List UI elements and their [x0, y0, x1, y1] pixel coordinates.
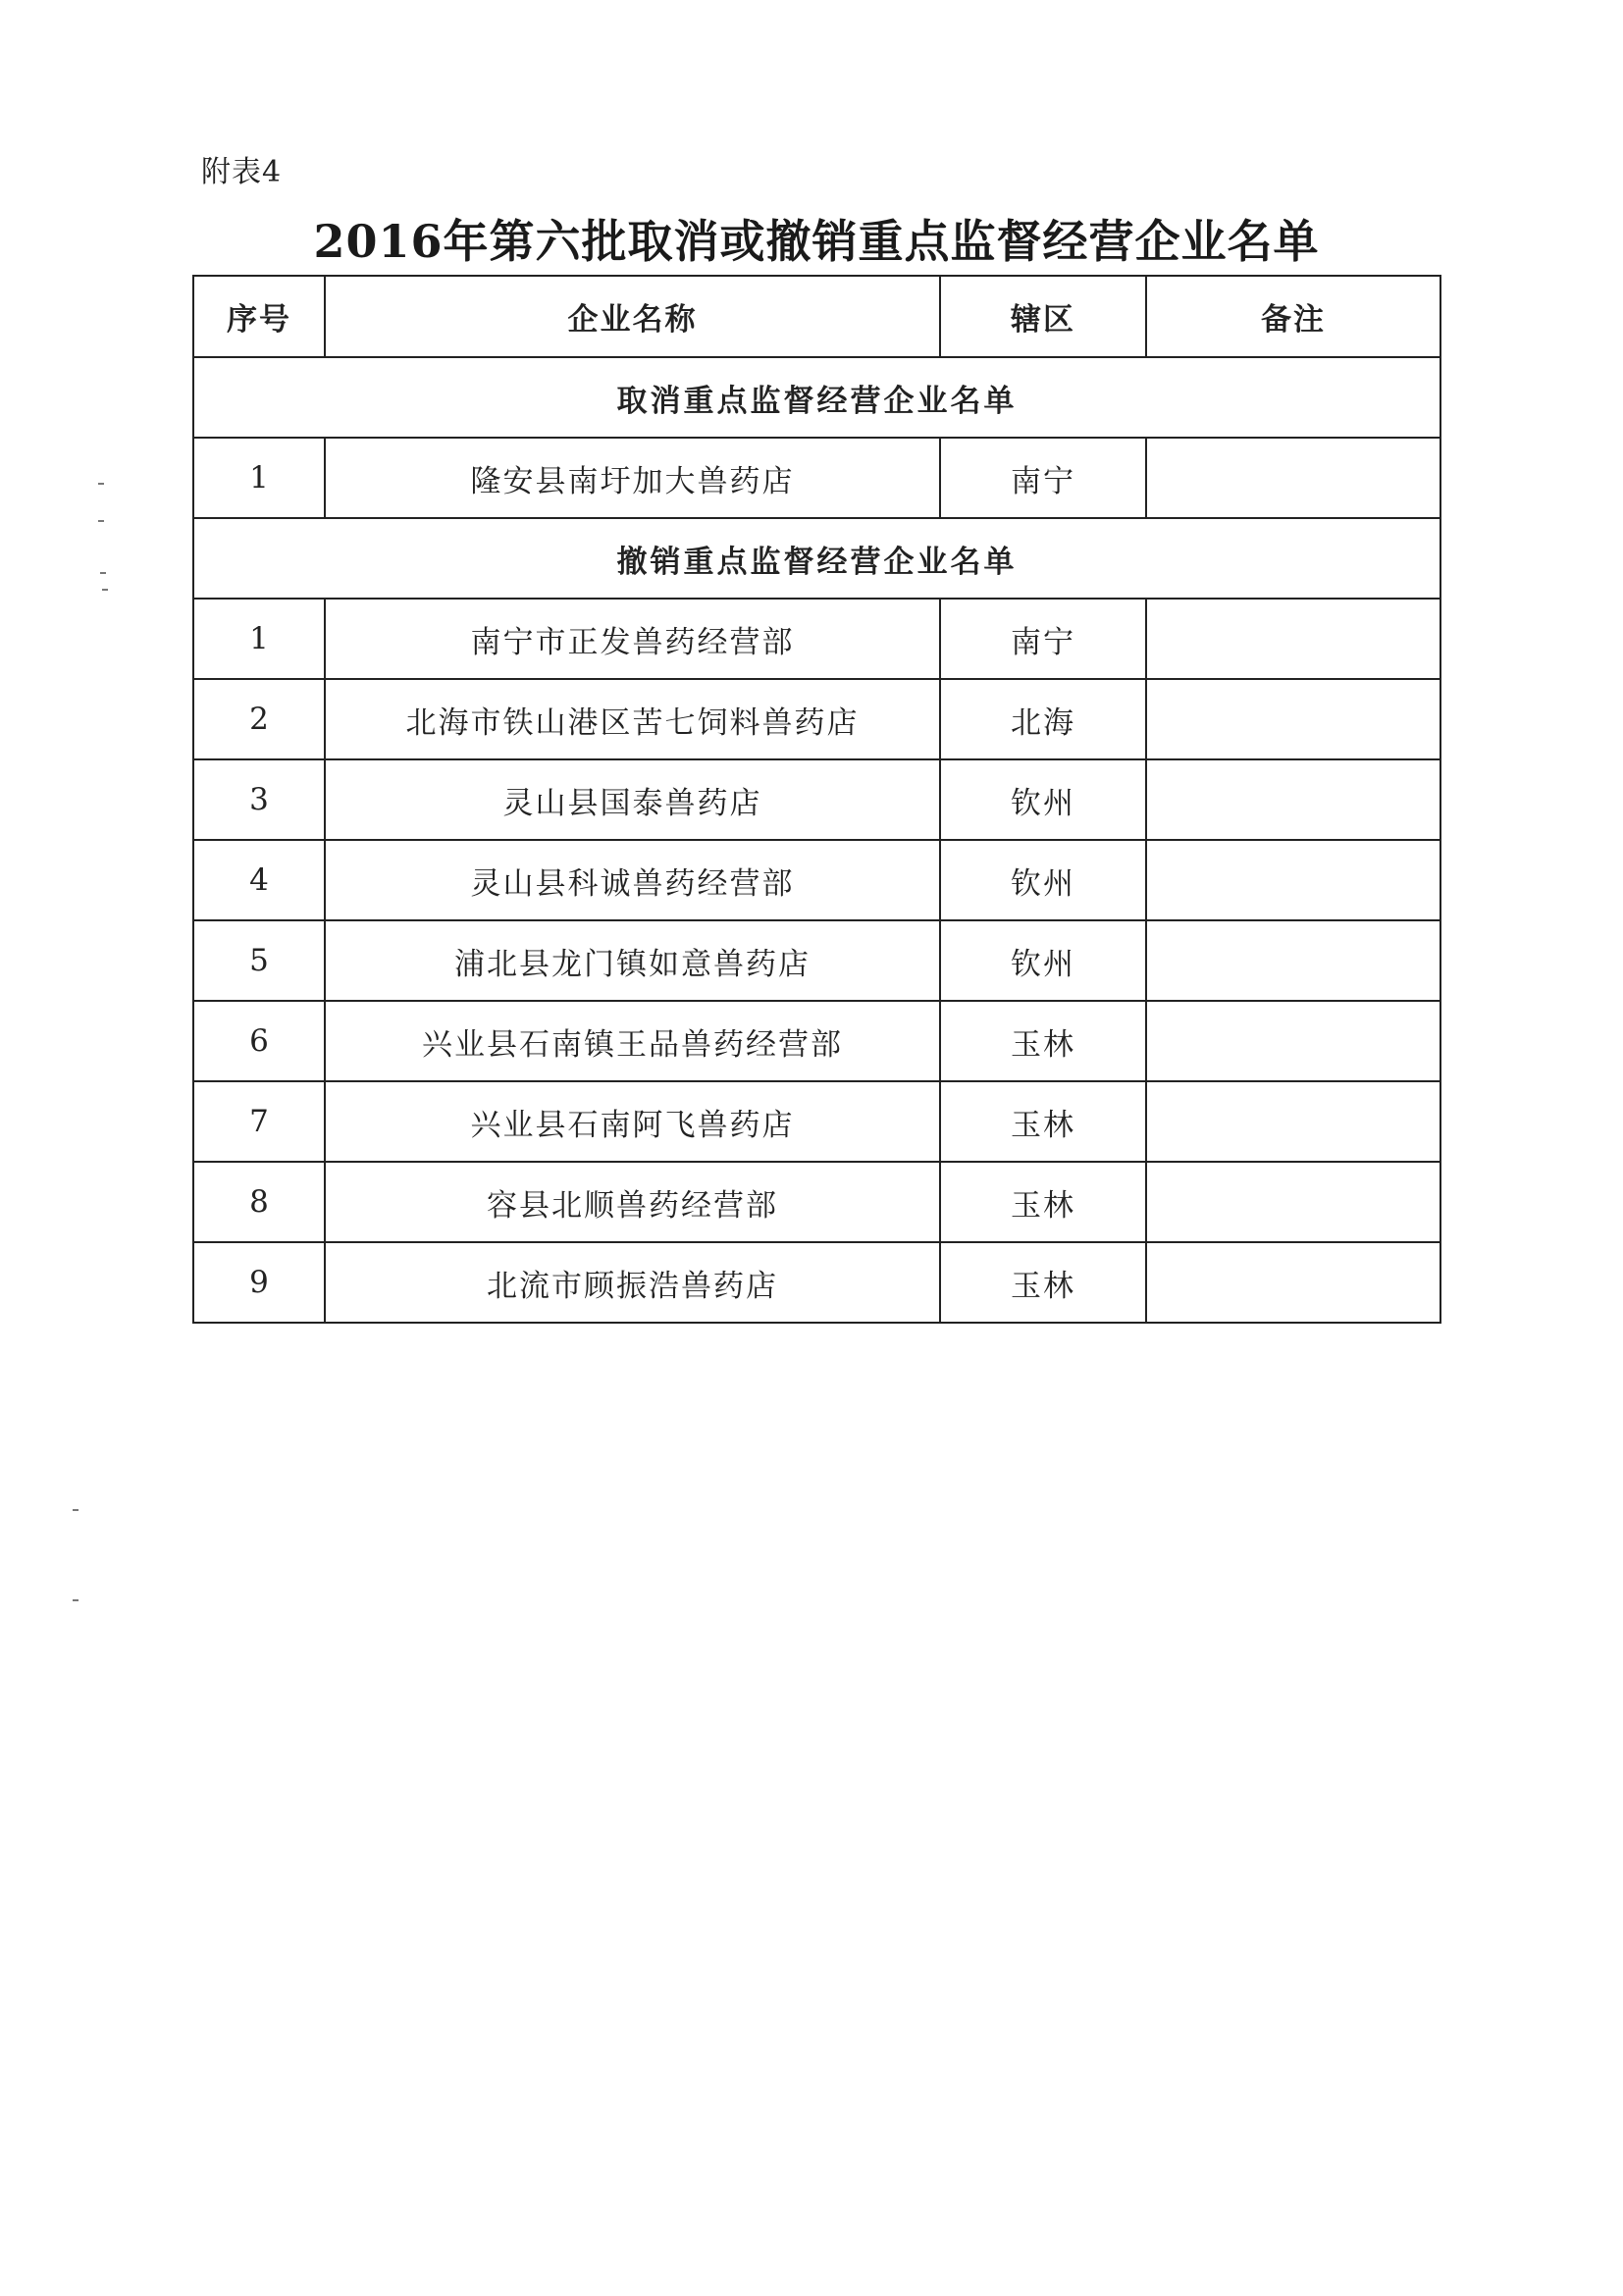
row-remark — [1146, 1001, 1440, 1081]
table-row — [193, 920, 1440, 1001]
row-name: 容县北顺兽药经营部 — [325, 1162, 940, 1242]
header-name: 企业名称 — [325, 276, 940, 357]
row-region: 钦州 — [940, 920, 1146, 1001]
row-name: 灵山县国泰兽药店 — [325, 759, 940, 840]
row-name: 北海市铁山港区苦七饲料兽药店 — [325, 679, 940, 759]
row-remark — [1146, 679, 1440, 759]
scan-speck — [98, 520, 104, 522]
section-heading-row — [193, 357, 1440, 438]
row-remark — [1146, 1081, 1440, 1162]
row-no: 7 — [193, 1081, 325, 1162]
row-remark — [1146, 599, 1440, 679]
row-region: 南宁 — [940, 599, 1146, 679]
document-title: 2016年第六批取消或撤销重点监督经营企业名单 — [313, 215, 1320, 268]
row-no: 9 — [193, 1242, 325, 1323]
row-remark — [1146, 1242, 1440, 1323]
row-region: 玉林 — [940, 1081, 1146, 1162]
row-remark — [1146, 840, 1440, 920]
table-row — [193, 759, 1440, 840]
header-no: 序号 — [193, 276, 325, 357]
scan-speck — [73, 1509, 79, 1511]
header-remark: 备注 — [1146, 276, 1440, 357]
row-remark — [1146, 759, 1440, 840]
row-no: 2 — [193, 679, 325, 759]
row-name: 北流市顾振浩兽药店 — [325, 1242, 940, 1323]
row-region: 南宁 — [940, 438, 1146, 518]
scan-speck — [100, 572, 106, 574]
row-name: 灵山县科诚兽药经营部 — [325, 840, 940, 920]
section-heading: 撤销重点监督经营企业名单 — [193, 518, 1440, 599]
row-no: 1 — [193, 438, 325, 518]
attachment-label: 附表4 — [201, 155, 283, 189]
row-region: 玉林 — [940, 1242, 1146, 1323]
row-no: 3 — [193, 759, 325, 840]
row-no: 6 — [193, 1001, 325, 1081]
row-name: 南宁市正发兽药经营部 — [325, 599, 940, 679]
row-region: 北海 — [940, 679, 1146, 759]
row-region: 玉林 — [940, 1001, 1146, 1081]
scan-speck — [102, 589, 108, 591]
enterprise-roster-table — [192, 275, 1441, 1324]
table-row — [193, 438, 1440, 518]
table-row — [193, 1081, 1440, 1162]
table-row — [193, 840, 1440, 920]
scan-speck — [98, 483, 104, 485]
row-name: 隆安县南圩加大兽药店 — [325, 438, 940, 518]
table-row — [193, 679, 1440, 759]
table-row — [193, 1001, 1440, 1081]
table-header-row — [193, 276, 1440, 357]
table-row — [193, 1162, 1440, 1242]
row-no: 4 — [193, 840, 325, 920]
row-remark — [1146, 1162, 1440, 1242]
row-name: 浦北县龙门镇如意兽药店 — [325, 920, 940, 1001]
row-name: 兴业县石南镇王品兽药经营部 — [325, 1001, 940, 1081]
scan-speck — [73, 1599, 79, 1601]
row-no: 1 — [193, 599, 325, 679]
row-remark — [1146, 920, 1440, 1001]
row-region: 钦州 — [940, 759, 1146, 840]
table-row — [193, 599, 1440, 679]
section-heading-row — [193, 518, 1440, 599]
row-no: 8 — [193, 1162, 325, 1242]
section-heading: 取消重点监督经营企业名单 — [193, 357, 1440, 438]
row-name: 兴业县石南阿飞兽药店 — [325, 1081, 940, 1162]
row-region: 钦州 — [940, 840, 1146, 920]
row-remark — [1146, 438, 1440, 518]
table-row — [193, 1242, 1440, 1323]
row-region: 玉林 — [940, 1162, 1146, 1242]
header-region: 辖区 — [940, 276, 1146, 357]
row-no: 5 — [193, 920, 325, 1001]
